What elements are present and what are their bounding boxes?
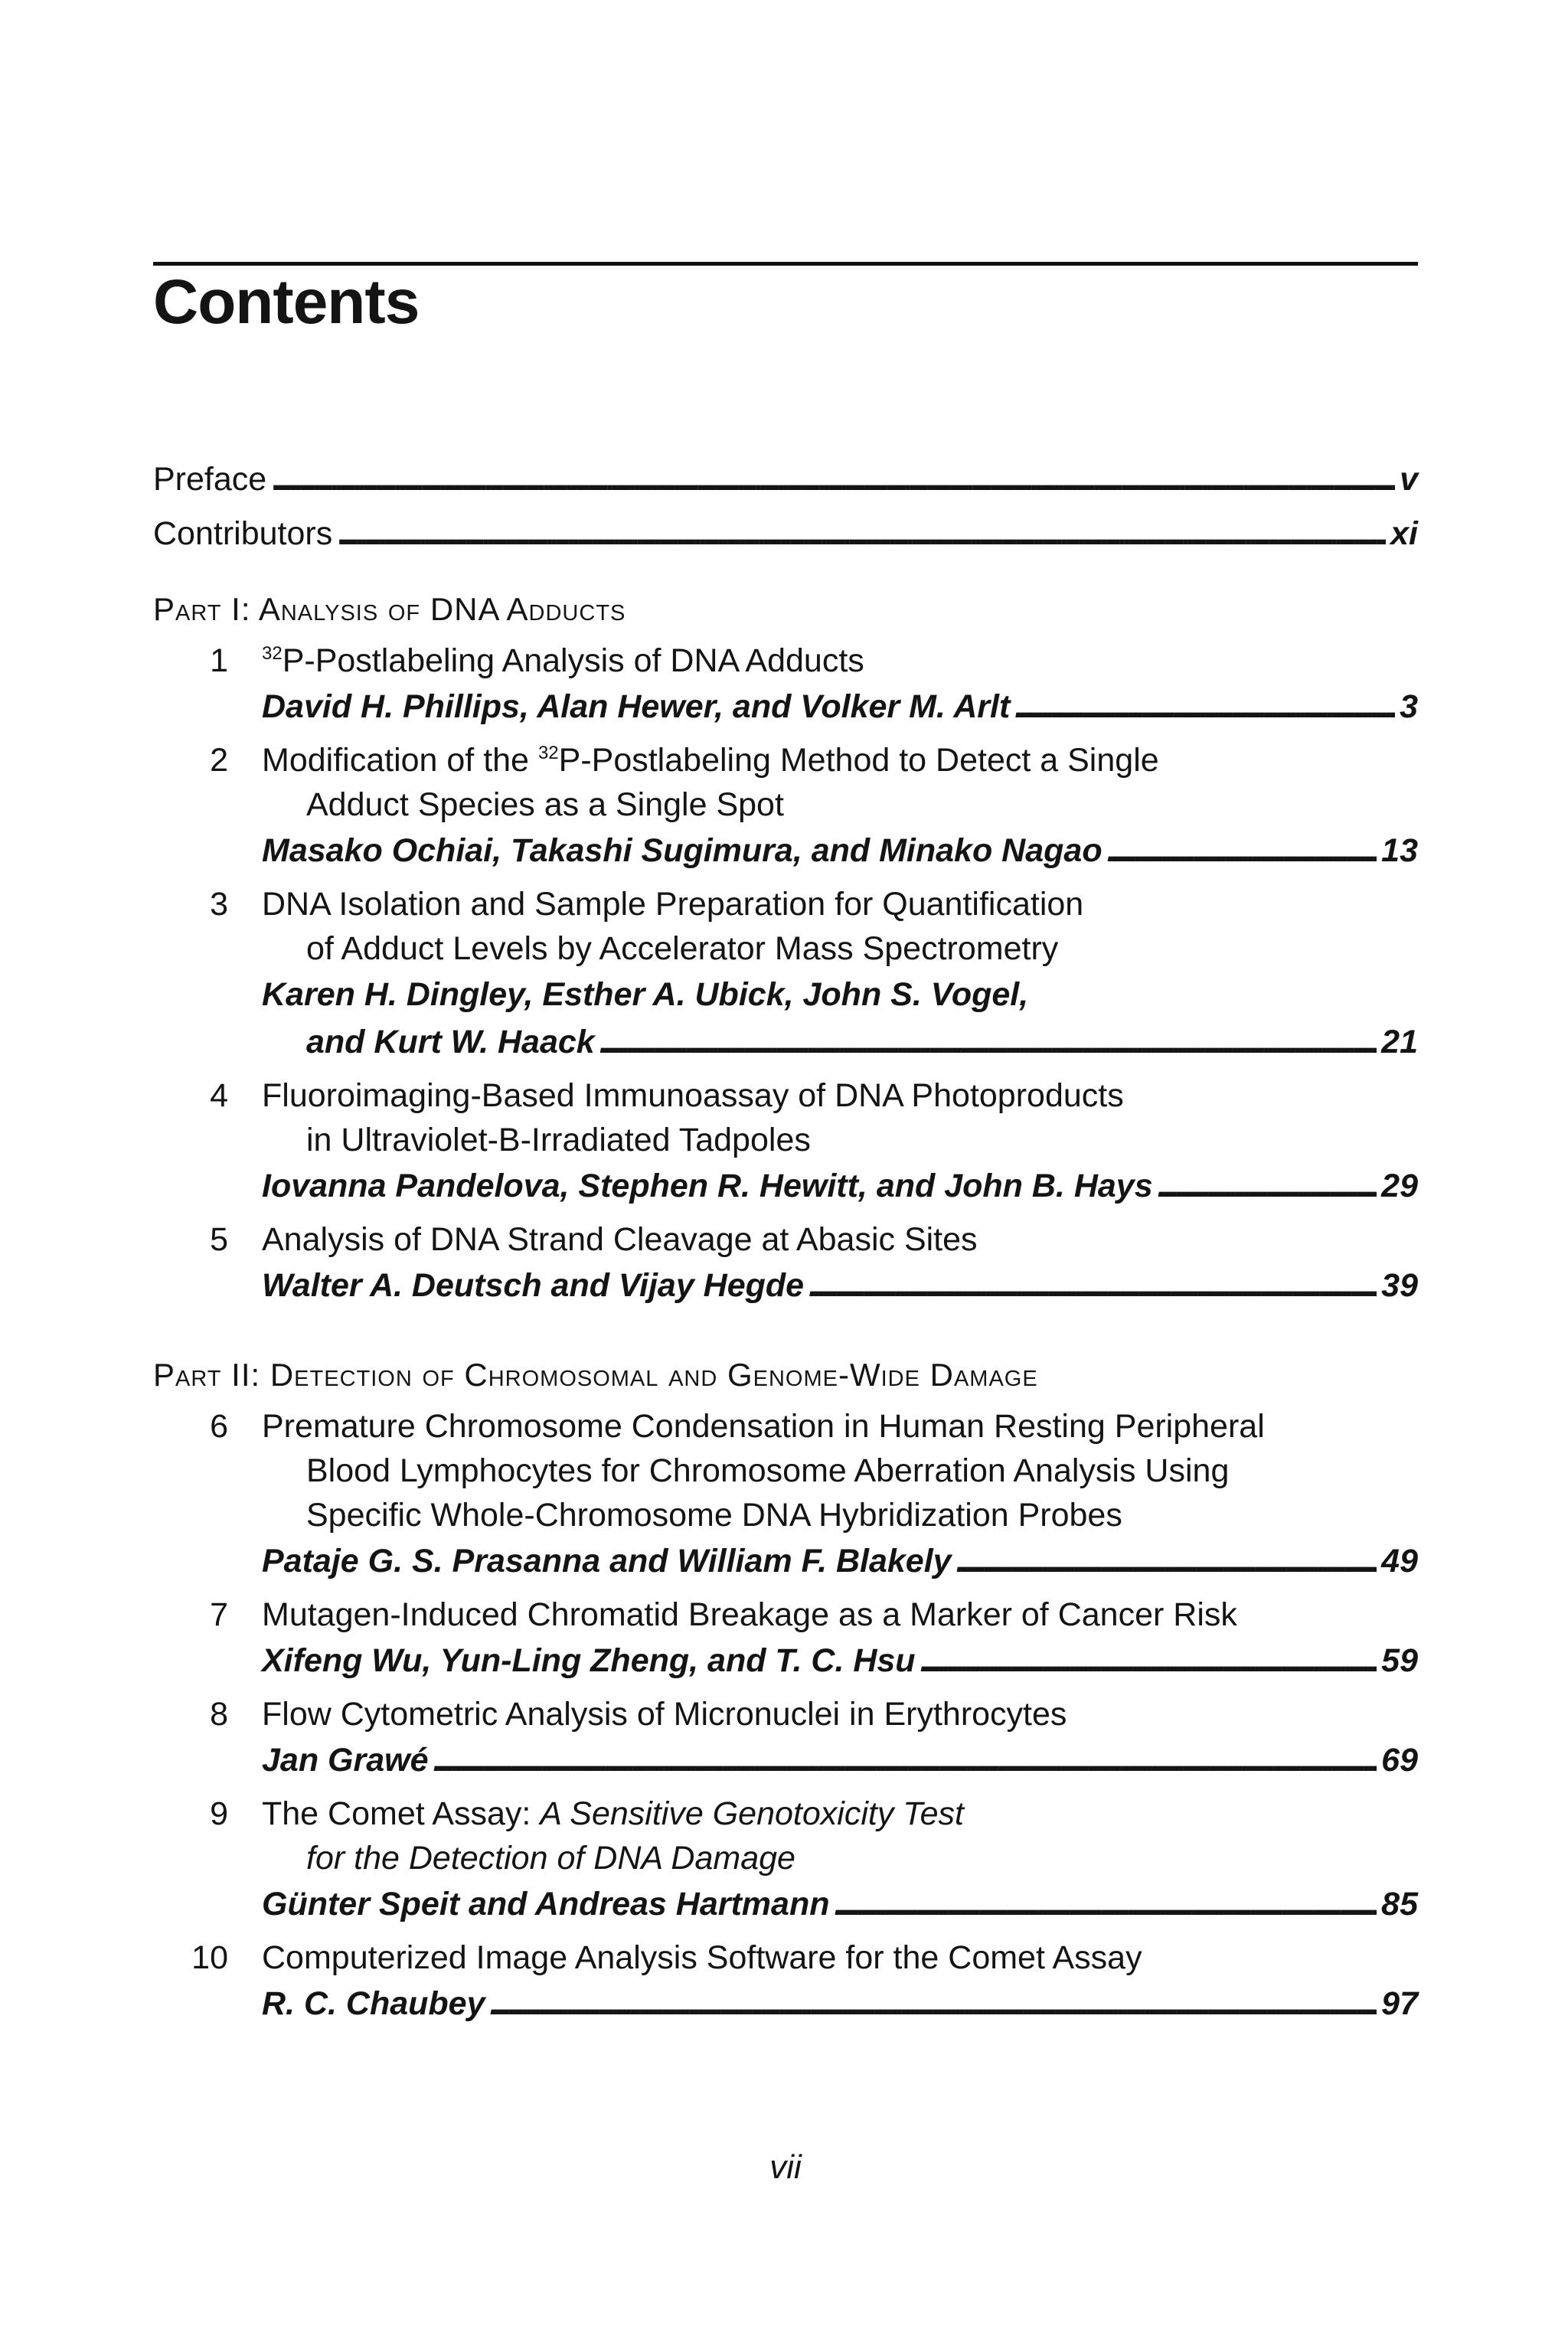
chapter-authors-continued [262, 1018, 1418, 1066]
authors-text: Jan Grawé [262, 1742, 429, 1779]
chapter-authors [262, 971, 1418, 1018]
chapter-authors [262, 1162, 1418, 1210]
chapter-title: Premature Chromosome Condensation in Human Resting Peripheral [262, 1408, 1265, 1445]
dot-leader [271, 456, 1395, 503]
page-number: 97 [1381, 1985, 1418, 2022]
chapter-title [262, 1792, 1418, 1836]
superscript-32: 32 [262, 643, 283, 664]
authors-text: Xifeng Wu, Yun-Ling Zheng, and T. C. Hsu [262, 1642, 916, 1679]
dot-leader [956, 1537, 1377, 1585]
chapter-title-continued [262, 1836, 1418, 1880]
dot-leader [433, 1736, 1377, 1784]
entry-label: Contributors [153, 515, 333, 552]
toc-chapter-5[interactable] [153, 1217, 1418, 1309]
chapter-authors [262, 1262, 1418, 1309]
chapter-title-continued: Blood Lymphocytes for Chromosome Aberration Analysis Using [306, 1452, 1230, 1489]
authors-text: Masako Ochiai, Takashi Sugimura, and Minako Nagao [262, 832, 1102, 869]
chapter-title: Flow Cytometric Analysis of Micronuclei in Erythrocytes [262, 1696, 1067, 1733]
authors-text: R. C. Chaubey [262, 1985, 485, 2022]
page-number: 21 [1381, 1024, 1418, 1060]
chapter-title: Fluoroimaging-Based Immunoassay of DNA Photoproducts [262, 1077, 1124, 1114]
page-number: 3 [1400, 688, 1418, 725]
toc-entry-contributors[interactable] [153, 503, 1418, 557]
dot-leader [490, 1980, 1377, 2027]
chapter-authors [262, 1637, 1418, 1684]
chapter-title: Mutagen-Induced Chromatid Breakage as a Marker of Cancer Risk [262, 1596, 1237, 1633]
chapter-title-continued: Specific Whole-Chromosome DNA Hybridization Probes [306, 1497, 1122, 1534]
chapter-authors [262, 1980, 1418, 2027]
page-number: v [1400, 461, 1418, 498]
toc-chapter-4[interactable] [153, 1073, 1418, 1210]
dot-leader [834, 1880, 1377, 1928]
chapter-subtitle-text: for the Detection of DNA Damage [306, 1840, 795, 1877]
chapter-authors [262, 1880, 1418, 1928]
dot-leader [1158, 1162, 1377, 1210]
chapter-title-continued: in Ultraviolet-B-Irradiated Tadpoles [306, 1122, 811, 1158]
dot-leader [337, 510, 1386, 557]
dot-leader [599, 1018, 1377, 1066]
chapter-number: 9 [210, 1795, 228, 1832]
toc-entry-preface[interactable] [153, 449, 1418, 503]
chapter-number: 3 [210, 886, 228, 923]
dot-leader [808, 1262, 1377, 1309]
chapter-number: 8 [210, 1696, 228, 1733]
toc-chapter-3[interactable] [153, 882, 1418, 1066]
authors-text: Karen H. Dingley, Esther A. Ubick, John S. Vogel, [262, 976, 1029, 1013]
dot-leader [1014, 683, 1395, 730]
chapter-number: 10 [191, 1939, 228, 1976]
authors-text: Walter A. Deutsch and Vijay Hegde [262, 1267, 805, 1304]
chapter-authors [262, 827, 1418, 874]
table-of-contents [153, 449, 1418, 2035]
authors-text: Iovanna Pandelova, Stephen R. Hewitt, and John B. Hays [262, 1168, 1153, 1204]
toc-chapter-10[interactable] [153, 1936, 1418, 2027]
part-heading: Part I: Analysis of DNA Adducts [153, 591, 626, 627]
page-number: 29 [1381, 1168, 1418, 1204]
chapter-number: 2 [210, 742, 228, 779]
chapter-title: Modification of the $^{32}$P-Postlabeling Method to Detect a Single [262, 742, 1159, 779]
page-number: xi [1390, 515, 1418, 552]
superscript-32: 32 [537, 743, 559, 763]
chapter-title-text: P-Postlabeling Analysis of DNA Adducts [282, 642, 864, 679]
toc-chapter-9[interactable] [153, 1792, 1418, 1928]
chapter-subtitle-text: A Sensitive Genotoxicity Test [540, 1795, 964, 1832]
chapter-title [262, 639, 1418, 683]
page-number: 39 [1381, 1267, 1418, 1304]
chapter-authors [262, 1537, 1418, 1585]
authors-text: Günter Speit and Andreas Hartmann [262, 1886, 830, 1922]
page-number: 49 [1381, 1543, 1418, 1579]
chapter-title: Analysis of DNA Strand Cleavage at Abasic Sites [262, 1221, 978, 1258]
chapter-title: Computerized Image Analysis Software for the Comet Assay [262, 1939, 1142, 1976]
page-number: 13 [1381, 832, 1418, 869]
page-title: Contents [153, 267, 420, 337]
chapter-title-text: The Comet Assay: [262, 1795, 541, 1832]
chapter-number: 6 [210, 1408, 228, 1445]
chapter-title-continued: of Adduct Levels by Accelerator Mass Spectrometry [306, 930, 1059, 967]
chapter-authors [262, 683, 1418, 730]
part-heading: Part II: Detection of Chromosomal and Genome-Wide Damage [153, 1357, 1038, 1393]
chapter-number: 5 [210, 1221, 228, 1258]
contents-page [153, 0, 1418, 2352]
authors-text: and Kurt W. Haack [306, 1024, 595, 1060]
page-number: 85 [1381, 1886, 1418, 1922]
toc-chapter-8[interactable] [153, 1692, 1418, 1784]
toc-chapter-1[interactable] [153, 639, 1418, 730]
toc-chapter-6[interactable] [153, 1404, 1418, 1585]
chapter-number: 4 [210, 1077, 228, 1114]
page-number: 69 [1381, 1742, 1418, 1779]
dot-leader [1107, 827, 1377, 874]
heading-rule [153, 262, 1418, 266]
authors-text: David H. Phillips, Alan Hewer, and Volker M. Arlt [262, 688, 1011, 725]
chapter-title: DNA Isolation and Sample Preparation for Quantification [262, 886, 1084, 923]
page-number: 59 [1381, 1642, 1418, 1679]
chapter-title-continued: Adduct Species as a Single Spot [306, 786, 784, 823]
toc-chapter-7[interactable] [153, 1592, 1418, 1684]
chapter-authors [262, 1736, 1418, 1784]
chapter-number: 1 [210, 642, 228, 679]
chapter-number: 7 [210, 1596, 228, 1633]
page-folio: vii [769, 2148, 802, 2186]
toc-chapter-2[interactable] [153, 738, 1418, 874]
entry-label: Preface [153, 461, 267, 498]
dot-leader [920, 1637, 1377, 1684]
authors-text: Pataje G. S. Prasanna and William F. Blakely [262, 1543, 952, 1579]
